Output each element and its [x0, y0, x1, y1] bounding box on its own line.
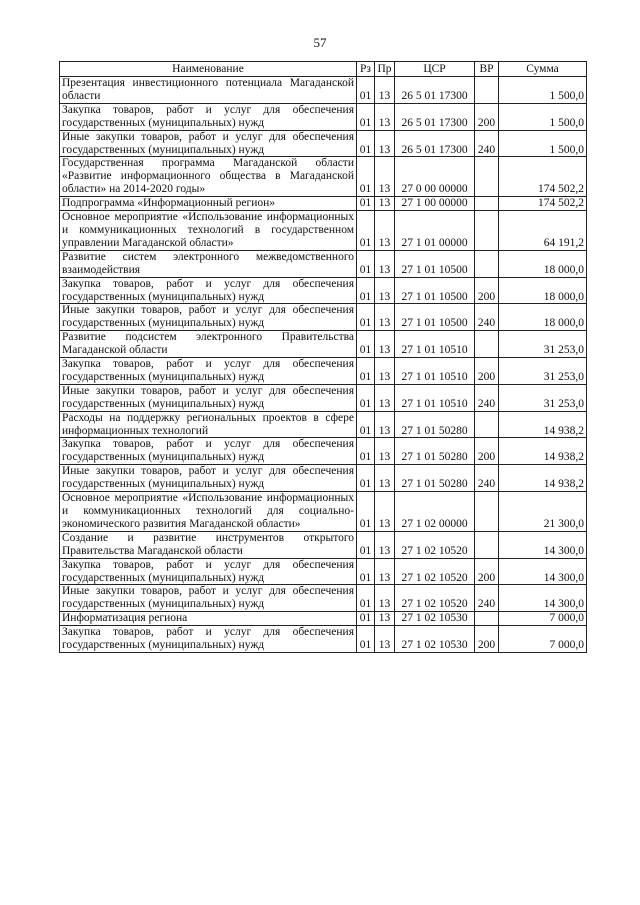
header-csr: ЦСР — [395, 62, 475, 77]
row-vr-cell — [475, 411, 499, 438]
table-row — [60, 277, 587, 304]
row-pr-cell: 13 — [375, 277, 395, 304]
table-body — [60, 77, 587, 653]
row-rz-cell: 01 — [357, 103, 375, 130]
table-row — [60, 358, 587, 385]
row-pr-cell: 13 — [375, 626, 395, 653]
row-pr-cell: 13 — [375, 358, 395, 385]
row-name-cell: Закупка товаров, работ и услуг для обеспечения государственных (муниципальных) нужд — [60, 358, 357, 385]
row-sum-cell: 14 938,2 — [499, 465, 587, 492]
row-vr-cell: 240 — [475, 465, 499, 492]
row-csr-cell: 26 5 01 17300 — [395, 130, 475, 157]
row-vr-cell — [475, 250, 499, 277]
page-number: 57 — [313, 35, 327, 50]
row-sum-cell: 14 300,0 — [499, 558, 587, 585]
table-row — [60, 103, 587, 130]
row-pr-cell: 13 — [375, 384, 395, 411]
row-csr-cell: 27 1 02 10520 — [395, 585, 475, 612]
header-rz: Рз — [357, 62, 375, 77]
row-pr-cell: 13 — [375, 492, 395, 532]
row-csr-cell: 27 1 01 50280 — [395, 465, 475, 492]
row-pr-cell: 13 — [375, 531, 395, 558]
row-csr-cell: 27 1 01 10500 — [395, 304, 475, 331]
row-sum-cell: 174 502,2 — [499, 197, 587, 211]
row-pr-cell: 13 — [375, 130, 395, 157]
row-vr-cell — [475, 77, 499, 104]
row-rz-cell: 01 — [357, 358, 375, 385]
row-vr-cell: 240 — [475, 585, 499, 612]
row-name-cell: Иные закупки товаров, работ и услуг для обеспечения государственных (муниципальных) нужд — [60, 304, 357, 331]
row-name-cell: Развитие подсистем электронного Правительства Магаданской области — [60, 331, 357, 358]
row-name-cell: Закупка товаров, работ и услуг для обеспечения государственных (муниципальных) нужд — [60, 558, 357, 585]
row-csr-cell: 27 1 02 10530 — [395, 626, 475, 653]
row-name-cell: Презентация инвестиционного потенциала Магаданской области — [60, 77, 357, 104]
row-vr-cell — [475, 197, 499, 211]
row-name-cell: Иные закупки товаров, работ и услуг для обеспечения государственных (муниципальных) нужд — [60, 585, 357, 612]
row-sum-cell: 31 253,0 — [499, 331, 587, 358]
row-name-cell: Иные закупки товаров, работ и услуг для обеспечения государственных (муниципальных) нужд — [60, 465, 357, 492]
table-row — [60, 250, 587, 277]
row-vr-cell: 200 — [475, 103, 499, 130]
row-pr-cell: 13 — [375, 612, 395, 626]
row-vr-cell: 200 — [475, 358, 499, 385]
row-pr-cell: 13 — [375, 558, 395, 585]
row-name-cell: Основное мероприятие «Использование информационных и коммуникационных технологий для социально-экономического развития Магаданской области» — [60, 492, 357, 532]
table-row — [60, 304, 587, 331]
row-rz-cell: 01 — [357, 612, 375, 626]
row-pr-cell: 13 — [375, 103, 395, 130]
row-csr-cell: 27 1 01 10510 — [395, 384, 475, 411]
row-csr-cell: 27 1 01 10500 — [395, 250, 475, 277]
row-rz-cell: 01 — [357, 438, 375, 465]
row-rz-cell: 01 — [357, 130, 375, 157]
row-rz-cell: 01 — [357, 197, 375, 211]
row-csr-cell: 27 1 01 50280 — [395, 438, 475, 465]
table-row — [60, 197, 587, 211]
row-csr-cell: 27 1 02 10520 — [395, 558, 475, 585]
row-vr-cell: 240 — [475, 384, 499, 411]
row-pr-cell: 13 — [375, 304, 395, 331]
table-row — [60, 465, 587, 492]
row-rz-cell: 01 — [357, 465, 375, 492]
row-csr-cell: 27 1 02 10520 — [395, 531, 475, 558]
row-sum-cell: 1 500,0 — [499, 77, 587, 104]
row-sum-cell: 1 500,0 — [499, 130, 587, 157]
row-rz-cell: 01 — [357, 211, 375, 251]
row-name-cell: Информатизация региона — [60, 612, 357, 626]
row-csr-cell: 27 1 01 10510 — [395, 358, 475, 385]
table-row — [60, 331, 587, 358]
row-vr-cell — [475, 492, 499, 532]
row-rz-cell: 01 — [357, 531, 375, 558]
row-rz-cell: 01 — [357, 157, 375, 197]
table-header-row — [60, 62, 587, 77]
row-rz-cell: 01 — [357, 304, 375, 331]
row-sum-cell: 1 500,0 — [499, 103, 587, 130]
table-row — [60, 531, 587, 558]
row-vr-cell: 240 — [475, 130, 499, 157]
budget-table — [59, 61, 587, 653]
row-sum-cell: 64 191,2 — [499, 211, 587, 251]
row-csr-cell: 27 1 01 10510 — [395, 331, 475, 358]
row-pr-cell: 13 — [375, 411, 395, 438]
row-sum-cell: 18 000,0 — [499, 277, 587, 304]
row-sum-cell: 14 938,2 — [499, 438, 587, 465]
row-vr-cell: 200 — [475, 626, 499, 653]
row-sum-cell: 31 253,0 — [499, 358, 587, 385]
row-name-cell: Закупка товаров, работ и услуг для обеспечения государственных (муниципальных) нужд — [60, 103, 357, 130]
table-row — [60, 492, 587, 532]
row-sum-cell: 18 000,0 — [499, 250, 587, 277]
row-vr-cell: 200 — [475, 277, 499, 304]
row-sum-cell: 31 253,0 — [499, 384, 587, 411]
row-vr-cell: 240 — [475, 304, 499, 331]
table-row — [60, 130, 587, 157]
table-row — [60, 211, 587, 251]
row-rz-cell: 01 — [357, 77, 375, 104]
row-name-cell: Подпрограмма «Информационный регион» — [60, 197, 357, 211]
header-name: Наименование — [60, 62, 357, 77]
row-vr-cell — [475, 211, 499, 251]
row-csr-cell: 27 0 00 00000 — [395, 157, 475, 197]
row-pr-cell: 13 — [375, 438, 395, 465]
row-sum-cell: 14 938,2 — [499, 411, 587, 438]
row-csr-cell: 27 1 01 10500 — [395, 277, 475, 304]
table-row — [60, 558, 587, 585]
row-csr-cell: 27 1 01 50280 — [395, 411, 475, 438]
row-rz-cell: 01 — [357, 331, 375, 358]
row-pr-cell: 13 — [375, 77, 395, 104]
row-vr-cell — [475, 157, 499, 197]
row-csr-cell: 27 1 02 00000 — [395, 492, 475, 532]
header-sum: Сумма — [499, 62, 587, 77]
table-row — [60, 384, 587, 411]
row-pr-cell: 13 — [375, 585, 395, 612]
row-name-cell: Закупка товаров, работ и услуг для обеспечения государственных (муниципальных) нужд — [60, 277, 357, 304]
row-rz-cell: 01 — [357, 558, 375, 585]
row-sum-cell: 174 502,2 — [499, 157, 587, 197]
table-row — [60, 612, 587, 626]
row-rz-cell: 01 — [357, 250, 375, 277]
row-name-cell: Расходы на поддержку региональных проектов в сфере информационных технологий — [60, 411, 357, 438]
row-rz-cell: 01 — [357, 585, 375, 612]
table-row — [60, 626, 587, 653]
row-rz-cell: 01 — [357, 626, 375, 653]
row-pr-cell: 13 — [375, 465, 395, 492]
row-pr-cell: 13 — [375, 157, 395, 197]
row-name-cell: Создание и развитие инструментов открытого Правительства Магаданской области — [60, 531, 357, 558]
row-vr-cell — [475, 531, 499, 558]
row-csr-cell: 26 5 01 17300 — [395, 103, 475, 130]
table-row — [60, 77, 587, 104]
table-row — [60, 585, 587, 612]
row-pr-cell: 13 — [375, 250, 395, 277]
row-csr-cell: 27 1 02 10530 — [395, 612, 475, 626]
table-row — [60, 438, 587, 465]
row-sum-cell: 14 300,0 — [499, 531, 587, 558]
row-sum-cell: 18 000,0 — [499, 304, 587, 331]
row-csr-cell: 27 1 01 00000 — [395, 211, 475, 251]
table-row — [60, 157, 587, 197]
row-pr-cell: 13 — [375, 211, 395, 251]
row-sum-cell: 7 000,0 — [499, 612, 587, 626]
row-name-cell: Основное мероприятие «Использование информационных и коммуникационных технологий в государственном управлении Магаданской области» — [60, 211, 357, 251]
row-vr-cell — [475, 331, 499, 358]
row-sum-cell: 21 300,0 — [499, 492, 587, 532]
row-rz-cell: 01 — [357, 492, 375, 532]
row-name-cell: Иные закупки товаров, работ и услуг для обеспечения государственных (муниципальных) нужд — [60, 384, 357, 411]
header-vr: ВР — [475, 62, 499, 77]
row-pr-cell: 13 — [375, 331, 395, 358]
row-sum-cell: 7 000,0 — [499, 626, 587, 653]
row-name-cell: Закупка товаров, работ и услуг для обеспечения государственных (муниципальных) нужд — [60, 626, 357, 653]
row-sum-cell: 14 300,0 — [499, 585, 587, 612]
header-pr: Пр — [375, 62, 395, 77]
row-csr-cell: 26 5 01 17300 — [395, 77, 475, 104]
row-name-cell: Иные закупки товаров, работ и услуг для обеспечения государственных (муниципальных) нужд — [60, 130, 357, 157]
row-name-cell: Государственная программа Магаданской области «Развитие информационного общества в Магаданской области» на 2014-2020 годы» — [60, 157, 357, 197]
row-name-cell: Закупка товаров, работ и услуг для обеспечения государственных (муниципальных) нужд — [60, 438, 357, 465]
row-vr-cell — [475, 612, 499, 626]
row-vr-cell: 200 — [475, 558, 499, 585]
row-vr-cell: 200 — [475, 438, 499, 465]
row-rz-cell: 01 — [357, 411, 375, 438]
row-rz-cell: 01 — [357, 277, 375, 304]
row-name-cell: Развитие систем электронного межведомственного взаимодействия — [60, 250, 357, 277]
row-csr-cell: 27 1 00 00000 — [395, 197, 475, 211]
row-pr-cell: 13 — [375, 197, 395, 211]
table-row — [60, 411, 587, 438]
row-rz-cell: 01 — [357, 384, 375, 411]
